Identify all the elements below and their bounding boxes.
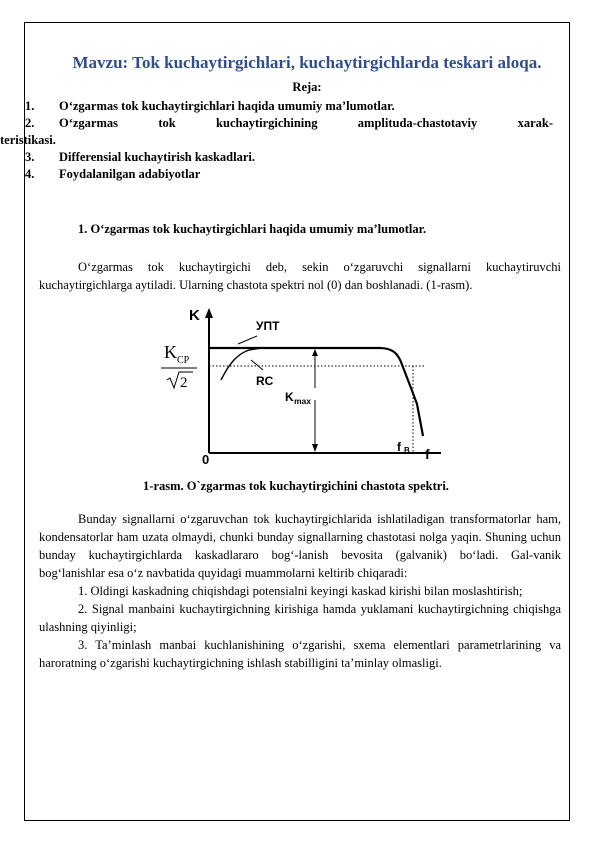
frequency-response-diagram — [61, 308, 553, 468]
upt-leader — [238, 336, 257, 344]
fb-subscript: B — [404, 446, 410, 455]
figure-caption: 1-rasm. O`zgarmas tok kuchaytirgichini chastota spektri. — [143, 479, 449, 493]
fb-label: f — [397, 440, 401, 454]
frequency-response-figure — [61, 308, 553, 468]
plan-item-text-continued: teristikasi. — [0, 133, 56, 147]
y-axis-arrow — [205, 308, 213, 318]
list-item: 2. Signal manbaini kuchaytirgichning kirishiga hamda yuklamani kuchaytirgichning chiqishga ulashning qiyinligi; — [39, 602, 561, 634]
section-title: 1. O‘zgarmas tok kuchaytirgichlari haqida umumiy ma’lumotlar. — [78, 222, 427, 236]
plan-item-text: Differensial kuchaytirish kaskadlari. — [59, 150, 255, 164]
page-title: Mavzu: Tok kuchaytirgichlari, kuchaytirgichlarda teskari aloqa. — [72, 53, 542, 72]
plan-item-number: 2. — [25, 116, 35, 130]
list-item: 3. Ta’minlash manbai kuchlanishining o‘zgarishi, sxema elementlari parametrlarining va haroratning o‘zgarishi kuchaytirgichning ishlash stabilligini ta’minlay olmasligi. — [39, 638, 561, 670]
plan-heading: Reja: — [292, 80, 322, 94]
rc-leader — [251, 360, 263, 370]
kcp-subscript: CP — [177, 355, 190, 366]
kcp-label: K — [164, 342, 177, 362]
x-axis-label: f — [425, 446, 430, 462]
plan-item-text: Foydalanilgan adabiyotlar — [59, 167, 201, 181]
kmax-arrow-head-bottom — [312, 444, 318, 452]
plan-item-number: 1. — [25, 99, 35, 113]
plan-item-number: 3. — [25, 150, 35, 164]
plan-item-text: O‘zgarmas tok kuchaytirgichining amplituda-chastotaviy xarak- — [59, 116, 553, 130]
list-item: 1. Oldingi kaskadning chiqishdagi potensialni keyingi kaskad kirishi bilan moslashtirish; — [78, 584, 523, 598]
plan-list — [0, 98, 553, 183]
paragraph-intro: O‘zgarmas tok kuchaytirgichi deb, sekin o‘zgaruvchi signallarni kuchaytiruvchi kuchaytirgichlarga aytiladi. Ularning chastota spektri nol (0) dan boshlanadi. (1-rasm). — [39, 260, 561, 292]
kmax-arrow-head-top — [312, 349, 318, 356]
rc-curve — [221, 348, 261, 380]
document-body — [0, 50, 561, 672]
origin-label: 0 — [202, 452, 210, 467]
kmax-subscript: max — [294, 396, 312, 406]
plan-item — [0, 115, 553, 149]
sqrt-radicand: 2 — [180, 375, 188, 391]
plan-item-text: O‘zgarmas tok kuchaytirgichlari haqida umumiy ma’lumotlar. — [59, 99, 395, 113]
plan-item — [25, 149, 553, 166]
plan-item — [25, 98, 553, 115]
y-axis-label: K — [189, 308, 200, 324]
upt-curve — [209, 348, 423, 436]
plan-item-number: 4. — [25, 167, 35, 181]
kmax-label: K — [285, 390, 294, 404]
plan-item — [25, 166, 553, 183]
upt-label: УПТ — [256, 319, 280, 333]
rc-label: RC — [256, 374, 274, 388]
paragraph-main: Bunday signallarni o‘zgaruvchan tok kuchaytirgichlarida ishlatiladigan transformatorlar ham, kondensatorlar ham uzata olmaydi, chunki bunday signallarning chastotasi nolga yaqin. Shuning uchun bunday kuchaytirgichlarda kaskadlararo bog‘-lanish bevosita (galvanik) bo‘ladi. Gal-vanik bog‘lanishlar esa o‘z navbatida quyidagi muammolarni keltirib chiqaradi: — [39, 512, 561, 580]
